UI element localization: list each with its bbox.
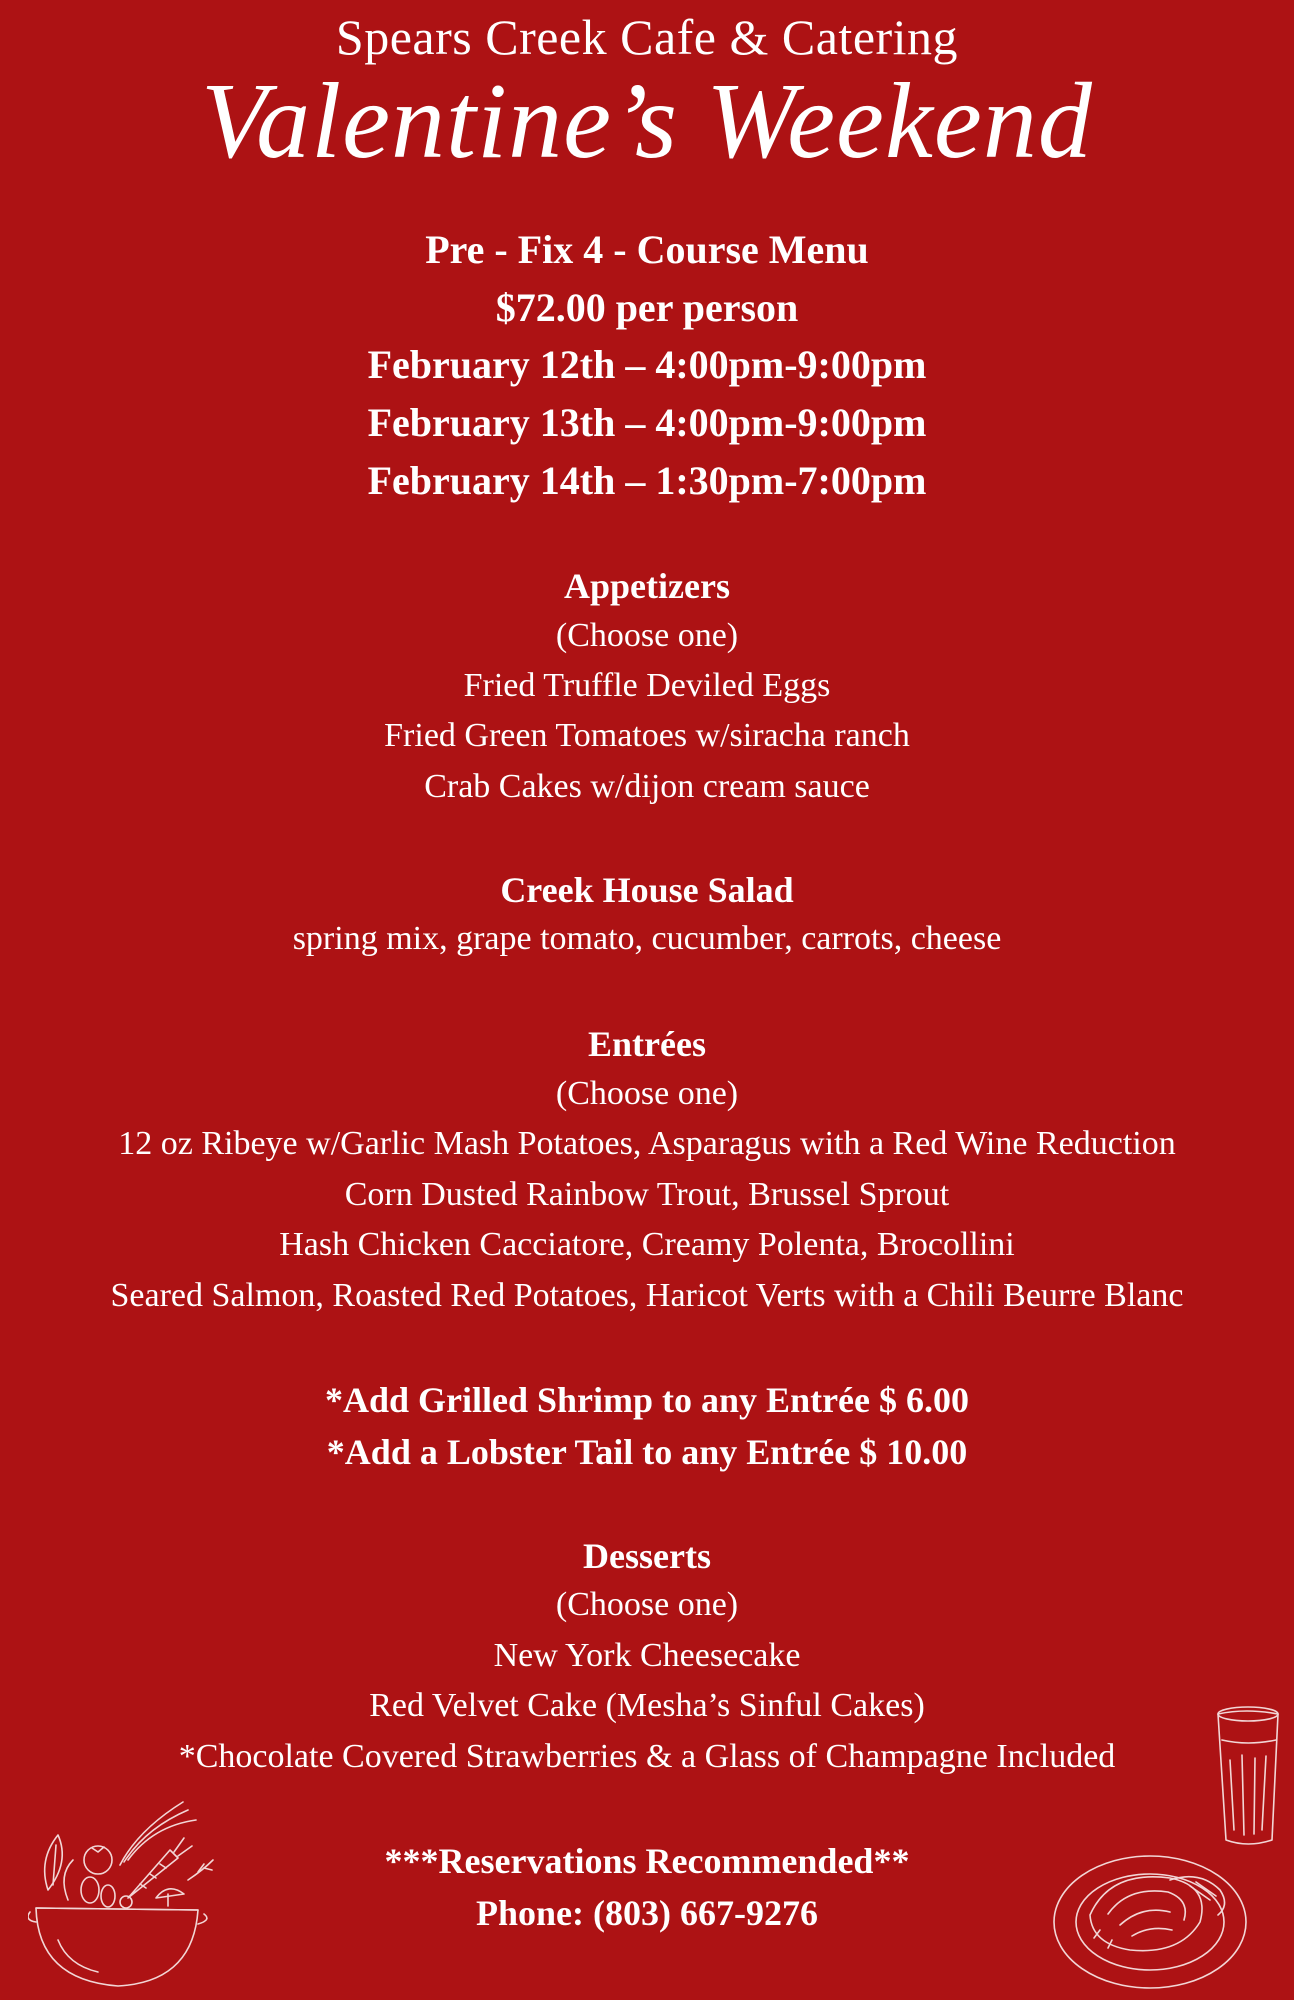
vegetable-pot-sketch-icon [28, 1790, 228, 1995]
date-line: February 12th – 4:00pm-9:00pm [367, 342, 927, 387]
entree-addon: *Add a Lobster Tail to any Entrée $ 10.00 [326, 1432, 968, 1472]
entrees-heading: Entrées [588, 1024, 706, 1064]
appetizers-heading: Appetizers [564, 566, 730, 606]
date-line: February 14th – 1:30pm-7:00pm [367, 458, 927, 503]
appetizers-note: (Choose one) [555, 617, 739, 654]
appetizer-item: Crab Cakes w/dijon cream sauce [424, 768, 870, 805]
appetizer-item: Fried Green Tomatoes w/siracha ranch [384, 717, 910, 754]
price: $72.00 per person [495, 285, 799, 330]
entrees-note: (Choose one) [555, 1075, 739, 1112]
dessert-item: Red Velvet Cake (Mesha’s Sinful Cakes) [369, 1687, 925, 1724]
salad-heading: Creek House Salad [500, 870, 794, 910]
entree-item: 12 oz Ribeye w/Garlic Mash Potatoes, Asparagus with a Red Wine Reduction [118, 1125, 1176, 1162]
plate-and-glass-sketch-icon [1050, 1700, 1290, 1995]
entree-item: Corn Dusted Rainbow Trout, Brussel Sprout [344, 1176, 950, 1213]
menu-type: Pre - Fix 4 - Course Menu [425, 227, 869, 272]
reservations-note: ***Reservations Recommended** [384, 1841, 910, 1881]
cafe-name: Spears Creek Cafe & Catering [335, 9, 959, 65]
entree-item: Seared Salmon, Roasted Red Potatoes, Haricot Verts with a Chili Beurre Blanc [110, 1277, 1184, 1314]
desserts-note: (Choose one) [555, 1586, 739, 1623]
desserts-heading: Desserts [583, 1536, 711, 1576]
event-title: Valentine’s Weekend [201, 62, 1093, 181]
dessert-item: *Chocolate Covered Strawberries & a Glass of Champagne Included [178, 1738, 1116, 1775]
entree-addon: *Add Grilled Shrimp to any Entrée $ 6.00 [324, 1380, 970, 1420]
appetizer-item: Fried Truffle Deviled Eggs [463, 667, 831, 704]
salad-description: spring mix, grape tomato, cucumber, carrots, cheese [292, 920, 1002, 957]
dessert-item: New York Cheesecake [493, 1637, 801, 1674]
phone-number: Phone: (803) 667-9276 [476, 1893, 818, 1933]
date-line: February 13th – 4:00pm-9:00pm [367, 400, 927, 445]
entree-item: Hash Chicken Cacciatore, Creamy Polenta, Brocollini [279, 1226, 1015, 1263]
